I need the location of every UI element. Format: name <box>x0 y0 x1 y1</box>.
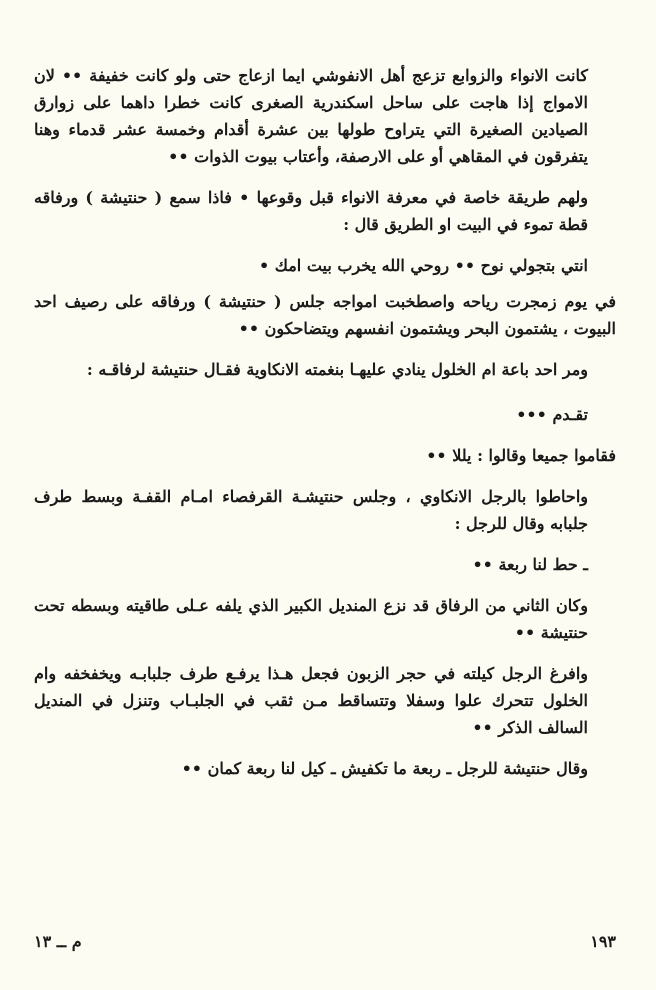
paragraph-2: ولهم طريقة خاصة في معرفة الانواء قبل وقوعها • فاذا سمع ( حنتيشة ) ورفاقه قطة تموء في البيت او الطريق قال : <box>34 188 588 234</box>
paragraph-3: انتي بتجولي نوح •• روحي الله يخرب بيت امك • <box>258 256 588 275</box>
paragraph-9: ـ حط لنا ربعة •• <box>472 555 588 574</box>
page-footer <box>34 932 616 956</box>
paragraph-11: وافرغ الرجل كيلته في حجر الزبون فجعل هـذا يرفـع طرف جلبابـه ويخفخفه وام الخلول تتحرك علوا وسفلا وتتساقط مـن ثقب في الجلبـاب وتنزل في المنديل السالف الذكر •• <box>34 664 588 737</box>
paragraph-5: ومر احد باعة ام الخلول ينادي عليهـا بنغمته الانكاوية فقـال حنتيشة لرفاقـه : <box>86 360 588 379</box>
paragraph-1: كانت الانواء والزوابع تزعج أهل الانفوشي ايما ازعاج حتى ولو كانت خفيفة •• لان الامواج إذا هاجت على ساحل اسكندرية الصغرى كانت خطرا داهما على زوارق الصيادين الصغيرة التي يتراوح طولها بين عشرة أقدام وخمسة عشر قدماء وهنا يتفرقون في المقاهي أو على الارصفة، وأعتاب بيوت الذوات •• <box>34 66 589 166</box>
paragraph-4: في يوم زمجرت رياحه واصطخبت امواجه جلس ( حنتيشة ) ورفاقه على رصيف احد البيوت ، يشتمون البحر ويشتمون انفسهم ويتضاحكون •• <box>34 292 617 338</box>
page-number: ١٩٣ <box>590 932 616 951</box>
paragraph-10: وكان الثاني من الرفاق قد نزع المنديل الكبير الذي يلفه عـلى طاقيته وبسطه تحت حنتيشة •• <box>34 596 588 642</box>
signature-mark: م ــ ١٣ <box>34 932 82 951</box>
paragraph-12: وقال حنتيشة للرجل ـ ربعة ما تكفيش ـ كيل لنا ربعة كمان •• <box>181 759 588 778</box>
paragraph-6: تقـدم ••• <box>516 405 588 424</box>
paragraph-7: فقاموا جميعا وقالوا : يللا •• <box>426 446 616 465</box>
paragraph-8: واحاطوا بالرجل الانكاوي ، وجلس حنتيشـة القرفصاء امـام القفـة وبسط طرف جلبابه وقال للرجل : <box>34 487 588 533</box>
body-text <box>34 62 616 782</box>
